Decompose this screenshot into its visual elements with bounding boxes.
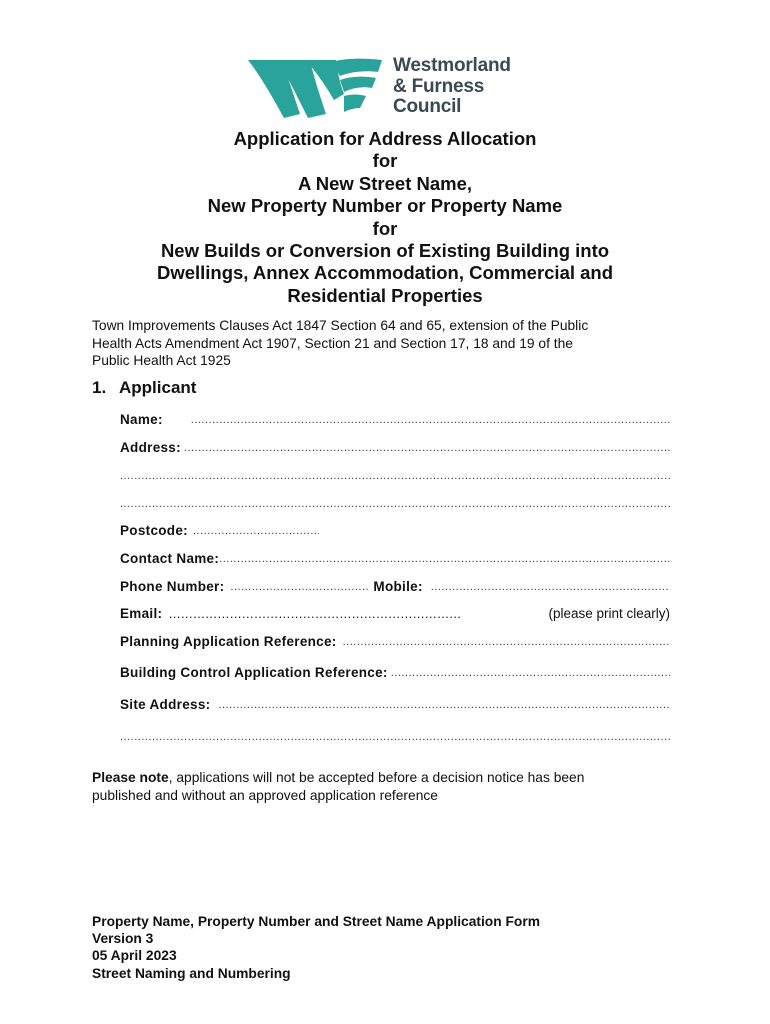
address-dots-3[interactable] — [120, 498, 670, 511]
title-line-2: for — [372, 150, 398, 172]
title-line-3: A New Street Name, — [297, 172, 473, 194]
title-line-8: Residential Properties — [287, 284, 483, 306]
address-fill-line-2[interactable] — [120, 465, 670, 483]
planning-reference-field[interactable] — [120, 631, 670, 649]
site-address-label: Site Address: — [120, 697, 211, 712]
section-heading-applicant — [92, 378, 196, 398]
building-control-reference-label: Building Control Application Reference: — [120, 665, 388, 680]
document-title — [85, 128, 685, 307]
note-line-1: , applications will not be accepted before a decision notice has been — [168, 770, 585, 785]
contact-name-label: Contact Name: — [120, 551, 220, 566]
title-line-7: Dwellings, Annex Accommodation, Commercial and — [156, 262, 614, 284]
address-fill-line-1[interactable] — [184, 442, 670, 455]
phone-label: Phone Number: — [120, 579, 225, 594]
address-field[interactable] — [120, 437, 670, 455]
phone-fill-line[interactable] — [230, 581, 370, 594]
council-name — [393, 56, 511, 118]
footer-form-name: Property Name, Property Number and Street Name Application Form — [92, 914, 540, 929]
footer-date: 05 April 2023 — [92, 948, 177, 964]
intro-line-2: Health Acts Amendment Act 1907, Section 21 and Section 17, 18 and 19 of the — [92, 335, 573, 351]
council-name-line-3: Council — [393, 96, 462, 117]
postcode-fill-line[interactable] — [193, 525, 319, 538]
intro-line-1: Town Improvements Clauses Act 1847 Section 64 and 65, extension of the Public — [92, 318, 589, 333]
email-fill-line[interactable]: ……………………………………………………………… — [168, 607, 462, 621]
title-line-1: Application for Address Allocation — [233, 128, 537, 149]
legislation-paragraph — [92, 317, 692, 370]
name-fill-line[interactable] — [191, 414, 670, 427]
footer-version: Version 3 — [92, 931, 154, 947]
note-bold-label: Please note — [92, 770, 169, 785]
email-hint: (please print clearly) — [548, 606, 670, 621]
title-line-4: New Property Number or Property Name — [207, 195, 563, 217]
contact-name-field[interactable] — [120, 548, 670, 566]
planning-reference-fill-line[interactable] — [343, 636, 670, 649]
footer-department: Street Naming and Numbering — [92, 965, 291, 981]
intro-line-3: Public Health Act 1925 — [92, 353, 231, 368]
address-dots-2[interactable] — [120, 470, 670, 483]
wf-mark-icon — [248, 56, 384, 120]
mobile-label: Mobile: — [373, 579, 423, 594]
section-title: Applicant — [119, 378, 197, 397]
site-address-dots-2[interactable] — [120, 731, 670, 744]
contact-name-fill-line[interactable] — [219, 553, 670, 566]
title-line-6: New Builds or Conversion of Existing Building into — [160, 240, 610, 262]
section-number: 1. — [92, 378, 107, 397]
council-name-line-2: & Furness — [393, 75, 485, 97]
document-footer — [92, 913, 540, 982]
title-line-5: for — [372, 217, 398, 239]
site-address-fill-line-2[interactable] — [120, 726, 670, 744]
name-field[interactable] — [120, 409, 670, 427]
address-fill-line-3[interactable] — [120, 493, 670, 511]
site-address-fill-line-1[interactable] — [218, 699, 670, 712]
council-logo — [248, 56, 538, 120]
postcode-label: Postcode: — [120, 523, 188, 538]
email-field[interactable] — [120, 603, 670, 621]
please-note-paragraph — [92, 769, 692, 804]
site-address-field[interactable] — [120, 694, 670, 712]
address-label: Address: — [120, 440, 181, 455]
planning-reference-label: Planning Application Reference: — [120, 634, 337, 649]
council-name-line-1: Westmorland — [393, 55, 511, 76]
mobile-fill-line[interactable] — [431, 581, 670, 594]
building-control-reference-fill-line[interactable] — [391, 667, 670, 680]
postcode-field[interactable] — [120, 520, 670, 538]
building-control-reference-field[interactable] — [120, 662, 670, 680]
phone-field[interactable] — [120, 576, 670, 594]
note-line-2: published and without an approved application reference — [92, 787, 438, 803]
name-label: Name: — [120, 412, 163, 427]
email-label: Email: — [120, 606, 163, 621]
